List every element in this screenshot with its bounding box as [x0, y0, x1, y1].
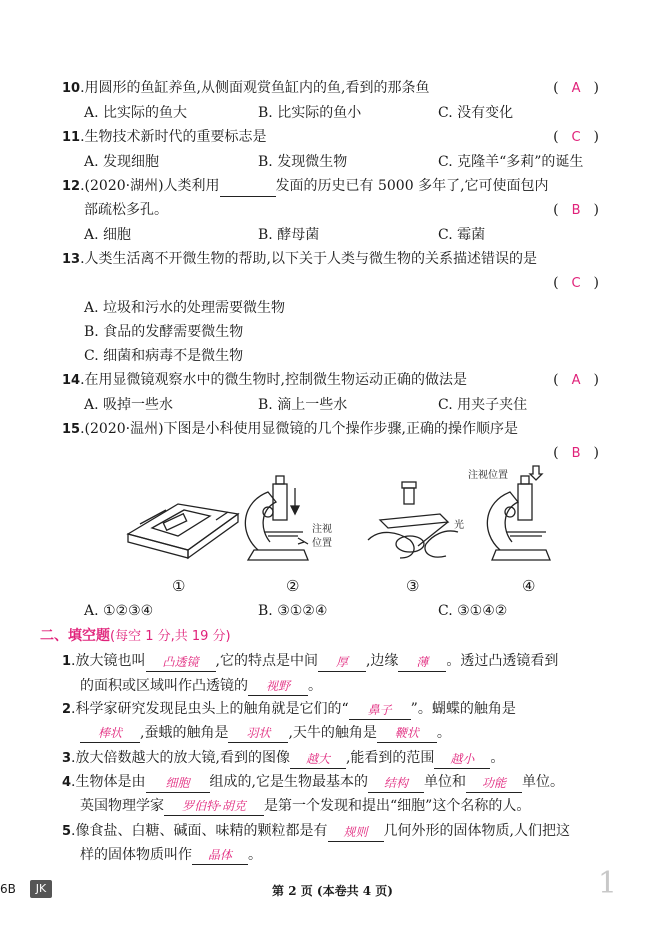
question-text: ,蚕蛾的触角是 — [140, 725, 229, 741]
question-14 — [62, 370, 603, 391]
fill-question-1 — [62, 651, 603, 672]
answer-12: ( B ) — [553, 200, 599, 221]
figure-label-watch-1: 注视 — [312, 524, 332, 535]
figure-label-watch-position: 注视位置 — [468, 470, 508, 481]
question-number: 5 — [62, 824, 72, 839]
fill-question-1-cont — [80, 676, 603, 696]
question-number: 10 — [62, 81, 81, 96]
fill-question-5-cont — [80, 845, 603, 865]
option-a: A. 比实际的鱼大 — [84, 105, 188, 121]
question-number: 1 — [62, 654, 72, 669]
option-b: B. 食品的发酵需要微生物 — [84, 324, 244, 340]
step-2-illustration — [245, 476, 308, 560]
question-text: .在用显微镜观察水中的微生物时,控制微生物运动正确的做法是 — [80, 372, 467, 388]
answer-14: ( A ) — [553, 370, 599, 391]
answer-letter: B — [571, 203, 581, 218]
question-text: .像食盐、白糖、碱面、味精的颗粒都是有 — [71, 823, 328, 839]
fill-question-5 — [62, 821, 603, 842]
answer-blank: 越小 — [434, 750, 490, 769]
answer-blank: 凸透镜 — [146, 653, 216, 672]
question-text: .(2020·温州)下图是小科使用显微镜的几个操作步骤,正确的操作顺序是 — [80, 421, 518, 437]
question-text: ,边缘 — [365, 653, 399, 669]
question-11 — [62, 127, 603, 148]
question-text: .(2020·湖州)人类利用 — [80, 178, 220, 194]
figure-label-2: ② — [286, 577, 300, 595]
option-a: A. 细胞 — [84, 227, 132, 243]
answer-blank: 鼻子 — [349, 701, 411, 720]
question-text: 。透过凸透镜看到 — [446, 653, 559, 669]
question-text: 发面的历史已有 5000 多年了,它可使面包内 — [275, 178, 549, 194]
corner-number: 1 — [597, 866, 617, 901]
question-text: ,能看到的范围 — [345, 750, 435, 766]
grade-code: 6B — [0, 882, 16, 896]
question-text: .用圆形的鱼缸养鱼,从侧面观赏鱼缸内的鱼,看到的那条鱼 — [80, 80, 430, 96]
fill-question-2 — [62, 699, 603, 720]
question-text: 的面积或区域叫作凸透镜的 — [80, 678, 248, 694]
question-15 — [62, 419, 603, 440]
question-number: 3 — [62, 751, 72, 766]
answer-letter: C — [571, 130, 581, 145]
question-text: .科学家研究发现昆虫头上的触角就是它们的“ — [71, 701, 349, 717]
step-1-illustration — [128, 504, 238, 558]
answer-blank — [220, 196, 276, 197]
option-a: A. ①②③④ — [84, 603, 154, 619]
option-c: C. 细菌和病毒不是微生物 — [84, 348, 244, 364]
option-c: C. 克隆羊“多莉”的诞生 — [438, 154, 584, 170]
option-b: B. 发现微生物 — [258, 154, 348, 170]
question-13 — [62, 249, 603, 270]
answer-blank: 鞭状 — [377, 724, 437, 743]
question-number: 11 — [62, 130, 81, 145]
answer-blank: 功能 — [466, 774, 522, 793]
section-detail: (每空 1 分,共 19 分) — [110, 629, 231, 644]
question-text: .放大镜也叫 — [71, 653, 146, 669]
answer-letter: A — [571, 373, 581, 388]
figure-label-light: 光 — [454, 520, 464, 531]
option-b: B. ③①②④ — [258, 603, 328, 619]
answer-blank: 视野 — [248, 677, 308, 696]
question-text: 单位。 — [521, 774, 564, 790]
question-text: 单位和 — [423, 774, 466, 790]
option-b: B. 滴上一些水 — [258, 397, 348, 413]
fill-question-4 — [62, 772, 603, 793]
question-text: ,天牛的触角是 — [288, 725, 377, 741]
answer-blank: 罗伯特·胡克 — [164, 797, 264, 816]
question-number: 14 — [62, 373, 81, 388]
edition-badge: JK — [30, 880, 52, 898]
option-a: A. 发现细胞 — [84, 154, 160, 170]
question-number: 4 — [62, 775, 72, 790]
figure-label-3: ③ — [406, 577, 420, 595]
question-text: .生物技术新时代的重要标志是 — [80, 129, 267, 145]
answer-10: ( A ) — [553, 78, 599, 99]
answer-letter: A — [571, 81, 581, 96]
question-number: 13 — [62, 252, 81, 267]
question-number: 12 — [62, 179, 81, 194]
option-c: C. 霉菌 — [438, 227, 486, 243]
microscope-steps-figure — [118, 462, 558, 580]
option-a: A. 垃圾和污水的处理需要微生物 — [84, 300, 286, 316]
question-text: .放大倍数越大的放大镜,看到的图像 — [71, 750, 290, 766]
question-number: 15 — [62, 422, 81, 437]
figure-label-4: ④ — [522, 577, 536, 595]
option-c: C. 用夹子夹住 — [438, 397, 528, 413]
answer-blank: 越大 — [290, 750, 346, 769]
question-12-cont: 部疏松多孔。 — [84, 202, 168, 218]
answer-blank: 厚 — [318, 653, 366, 672]
fill-question-3 — [62, 748, 603, 769]
answer-blank: 薄 — [398, 653, 446, 672]
question-text: 是第一个发现和提出“细胞”这个名称的人。 — [264, 798, 531, 814]
answer-15: ( B ) — [553, 443, 599, 464]
question-text: .人类生活离不开微生物的帮助,以下关于人类与微生物的关系描述错误的是 — [80, 251, 537, 267]
answer-blank: 棒状 — [80, 724, 140, 743]
page-number: 第 2 页 (本卷共 4 页) — [272, 884, 393, 898]
question-text: 样的固体物质叫作 — [80, 847, 192, 863]
option-c: C. ③①④② — [438, 603, 508, 619]
question-text: 几何外形的固体物质,人们把这 — [383, 823, 570, 839]
section-title: 二、填空题 — [40, 628, 110, 644]
question-text: 组成的,它是生物最基本的 — [209, 774, 368, 790]
question-text: .生物体是由 — [71, 774, 146, 790]
section-heading — [40, 626, 231, 647]
fill-question-4-cont — [80, 796, 603, 816]
option-a: A. 吸掉一些水 — [84, 397, 174, 413]
question-text: 。 — [490, 750, 505, 766]
question-12 — [62, 176, 603, 197]
option-b: B. 比实际的鱼小 — [258, 105, 362, 121]
figure-label-watch-2: 位置 — [312, 538, 332, 549]
fill-question-2-cont — [80, 723, 603, 743]
answer-blank: 结构 — [368, 774, 424, 793]
question-text: 。 — [436, 725, 451, 741]
figure-label-1: ① — [172, 577, 186, 595]
question-text: ”。蝴蝶的触角是 — [410, 701, 516, 717]
answer-blank: 羽状 — [228, 724, 288, 743]
question-text: 。 — [308, 678, 322, 694]
answer-blank: 规则 — [328, 823, 384, 842]
question-text: 。 — [248, 847, 262, 863]
question-text: 英国物理学家 — [80, 798, 164, 814]
answer-letter: B — [571, 446, 581, 461]
question-10 — [62, 78, 603, 99]
answer-13: ( C ) — [553, 273, 599, 294]
answer-blank: 晶体 — [192, 846, 248, 865]
step-3-illustration — [368, 482, 458, 558]
option-b: B. 酵母菌 — [258, 227, 320, 243]
answer-letter: C — [571, 276, 581, 291]
answer-blank: 细胞 — [146, 774, 210, 793]
question-text: ,它的特点是中间 — [215, 653, 318, 669]
question-number: 2 — [62, 702, 72, 717]
answer-11: ( C ) — [553, 127, 599, 148]
option-c: C. 没有变化 — [438, 105, 514, 121]
